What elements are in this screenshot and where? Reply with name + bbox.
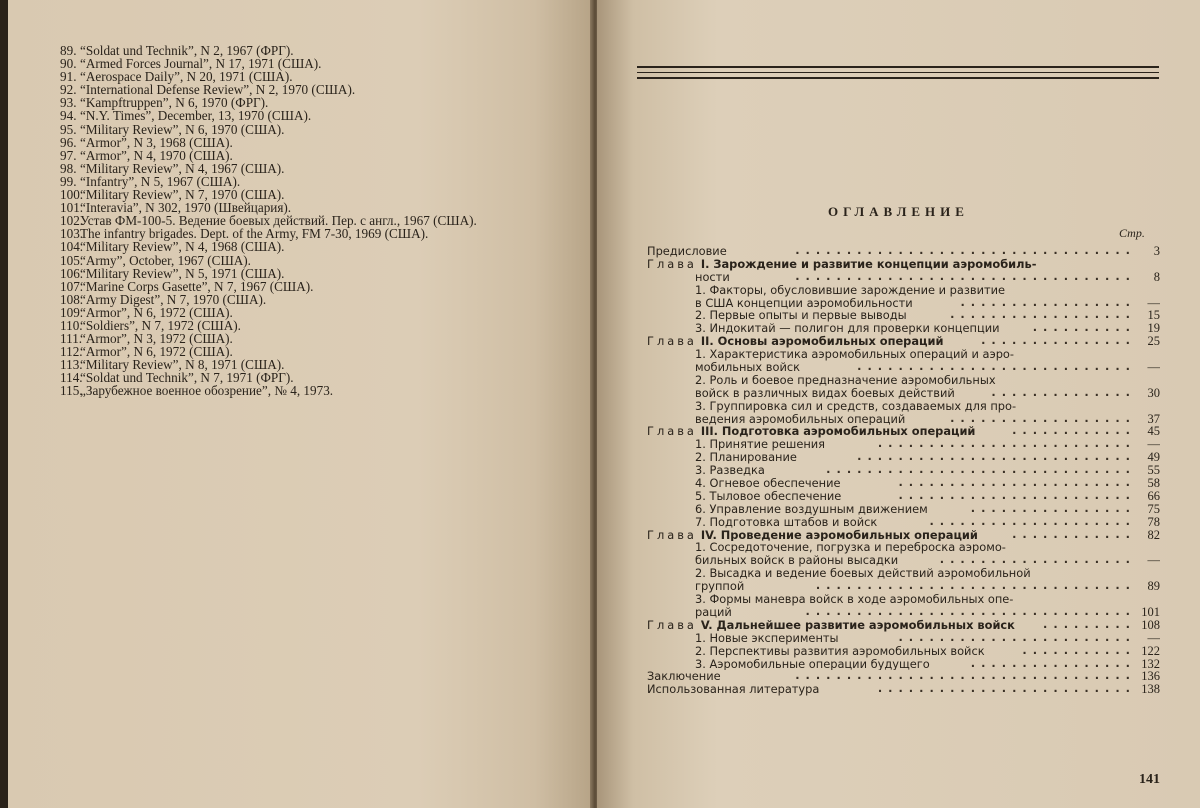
- leader-dots: ...................: [939, 554, 1136, 567]
- reference-text: “Soldiers”, N 7, 1972 (США).: [80, 317, 241, 333]
- toc-page-number: 15: [1147, 309, 1160, 323]
- reference-text: “Military Review”, N 5, 1971 (США).: [80, 265, 285, 281]
- leader-dots: .......................: [898, 631, 1136, 644]
- toc-page-number: 3: [1153, 245, 1160, 258]
- leader-dots: ..................: [950, 412, 1136, 425]
- toc-page-number: 108: [1141, 618, 1160, 632]
- toc-entry-title: 1. Факторы, обусловившие зарождение и развитие: [695, 283, 1006, 297]
- toc-chapter-row: [647, 425, 1160, 438]
- reference-text: “Soldat und Technik”, N 2, 1967 (ФРГ).: [80, 43, 294, 58]
- toc-entry-title: II. Основы аэромобильных операций: [696, 335, 944, 349]
- reference-text: “Military Review”, N 8, 1971 (США).: [80, 357, 285, 373]
- reference-text: “Armor”, N 6, 1972 (США).: [80, 344, 233, 360]
- leader-dots: ................: [970, 502, 1136, 515]
- reference-text: “Army”, October, 1967 (США).: [80, 252, 251, 268]
- toc-row: [647, 322, 1160, 335]
- toc-chapter-row: [647, 258, 1160, 271]
- leader-dots: .......................: [898, 477, 1136, 490]
- leader-dots: ...........................: [857, 451, 1136, 464]
- leader-dots: ..........: [1032, 322, 1136, 335]
- leader-dots: .................................: [795, 670, 1136, 683]
- reference-text: “Military Review”, N 4, 1968 (США).: [80, 239, 285, 255]
- reference-number: 94.: [60, 108, 77, 124]
- toc-row: [647, 541, 1160, 554]
- toc-row: [647, 658, 1160, 671]
- toc-entry-text: [695, 400, 1016, 413]
- reference-number: 93.: [60, 95, 77, 111]
- reference-number: 110.: [60, 317, 83, 333]
- reference-item: [60, 254, 580, 267]
- toc-page-number: 49: [1147, 451, 1160, 465]
- toc-entry-text: [647, 619, 1015, 632]
- toc-page-number: —: [1147, 631, 1160, 645]
- leader-dots: ...........................: [857, 361, 1136, 374]
- leader-dots: .........................: [877, 683, 1136, 696]
- toc-entry-title: мобильных войск: [695, 361, 801, 374]
- toc-entry-text: [695, 464, 765, 477]
- toc-entry-text: [647, 670, 721, 683]
- reference-number: 101.: [60, 200, 84, 216]
- toc-row: [647, 245, 1160, 258]
- leader-dots: .................................: [795, 245, 1136, 257]
- reference-item: [60, 293, 580, 306]
- reference-number: 89.: [60, 43, 77, 58]
- toc-entry-title: 3. Индокитай — полигон для проверки концепции: [695, 322, 1000, 336]
- toc-row: [647, 361, 1160, 374]
- toc-page-number: 25: [1147, 335, 1160, 349]
- toc-entry-title: 3. Группировка сил и средств, создаваемых для про-: [695, 399, 1017, 413]
- toc-page-number: 66: [1147, 489, 1160, 503]
- toc-entry-text: [695, 658, 930, 671]
- leader-dots: ..................: [950, 309, 1136, 322]
- reference-item: [60, 240, 580, 253]
- toc-row: [647, 297, 1160, 310]
- reference-text: “N.Y. Times”, December, 13, 1970 (США).: [80, 108, 312, 124]
- toc-entry-title: ности: [695, 270, 730, 284]
- reference-text: Устав ФМ-100-5. Ведение боевых действий. Пер. с англ., 1967 (США).: [80, 213, 477, 229]
- toc-entry-text: [695, 541, 1006, 554]
- toc-entry-text: [695, 503, 928, 516]
- toc-entry-title: 1. Принятие решения: [695, 438, 826, 452]
- toc-entry-text: [647, 425, 975, 438]
- toc-entry-text: [695, 309, 907, 322]
- reference-text: “Infantry”, N 5, 1967 (США).: [80, 173, 241, 189]
- reference-text: “Armor”, N 3, 1968 (США).: [80, 134, 233, 150]
- toc-row: [647, 670, 1160, 683]
- reference-number: 106.: [60, 265, 84, 281]
- toc-entry-title: войск в различных видах боевых действий: [695, 386, 955, 400]
- page-column-label: Стр.: [1119, 226, 1145, 240]
- toc-entry-text: [695, 580, 744, 593]
- reference-number: 114.: [60, 370, 83, 386]
- toc-row: [647, 632, 1160, 645]
- toc-entry-text: [647, 258, 1036, 271]
- toc-entry-text: [695, 554, 898, 567]
- toc-entry-text: [695, 348, 1014, 361]
- toc-entry-title: 6. Управление воздушным движением: [695, 502, 928, 516]
- toc-row: [647, 580, 1160, 593]
- toc-row: [647, 284, 1160, 297]
- toc-entry-title: 2. Перспективы развития аэромобильных войск: [695, 644, 985, 658]
- reference-text: “Interavia”, N 302, 1970 (Швейцария).: [80, 200, 292, 216]
- toc-row: [647, 271, 1160, 284]
- toc-entry-title: Предисловие: [647, 245, 727, 258]
- reference-number: 92.: [60, 82, 77, 98]
- toc-page-number: 75: [1147, 502, 1160, 516]
- toc-entry-title: V. Дальнейшее развитие аэромобильных войск: [696, 618, 1015, 632]
- leader-dots: ............: [1012, 425, 1136, 438]
- reference-number: 103.: [60, 226, 84, 242]
- toc-entry-title: 7. Подготовка штабов и войск: [695, 515, 878, 529]
- toc-entry-text: [695, 284, 1005, 297]
- toc-entry-text: [647, 335, 943, 348]
- reference-text: “Armed Forces Journal”, N 17, 1971 (США).: [80, 56, 322, 72]
- reference-text: “Military Review”, N 4, 1967 (США).: [80, 160, 285, 176]
- leader-dots: .........: [1043, 618, 1136, 631]
- reference-text: “Soldat und Technik”, N 7, 1971 (ФРГ).: [80, 370, 294, 386]
- toc-row: [647, 554, 1160, 567]
- reference-number: 96.: [60, 134, 77, 150]
- toc-row: [647, 309, 1160, 322]
- toc-entry-title: Заключение: [647, 670, 721, 684]
- reference-number: 111.: [60, 331, 83, 347]
- toc-entry-text: [695, 413, 905, 426]
- toc-page-number: 132: [1141, 657, 1160, 671]
- toc-entry-title: 1. Сосредоточение, погрузка и переброска аэромо-: [695, 541, 1006, 555]
- leader-dots: ...........: [1022, 644, 1136, 657]
- left-page: [8, 0, 593, 808]
- reference-number: 112.: [60, 344, 83, 360]
- toc-chapter-row: [647, 529, 1160, 542]
- toc-entry-text: [695, 645, 985, 658]
- toc-entry-title: 2. Высадка и ведение боевых действий аэромобильной: [695, 567, 1031, 581]
- toc-row: [647, 451, 1160, 464]
- reference-text: “Marine Corps Gasette”, N 7, 1967 (США).: [80, 278, 314, 294]
- toc-page-number: 30: [1147, 386, 1160, 400]
- toc-entry-title: 3. Аэромобильные операции будущего: [695, 657, 930, 671]
- reference-item: [60, 136, 580, 149]
- toc-entry-text: [695, 632, 839, 645]
- reference-number: 105.: [60, 252, 84, 268]
- reference-text: “Military Review”, N 6, 1970 (США).: [80, 121, 285, 137]
- toc-entry-text: [695, 361, 800, 374]
- toc-entry-title: 2. Планирование: [695, 451, 797, 465]
- toc-row: [647, 567, 1160, 580]
- toc-chapter-row: [647, 335, 1160, 348]
- toc-entry-text: [695, 593, 1013, 606]
- reference-number: 108.: [60, 291, 84, 307]
- toc-entry-title: III. Подготовка аэромобильных операций: [696, 425, 976, 439]
- reference-number: 95.: [60, 121, 77, 137]
- toc-page-number: 8: [1153, 270, 1160, 284]
- leader-dots: ................................: [805, 605, 1136, 618]
- reference-text: “Army Digest”, N 7, 1970 (США).: [80, 291, 267, 307]
- toc-row: [647, 374, 1160, 387]
- toc-entry-title: IV. Проведение аэромобильных операций: [696, 528, 978, 542]
- reference-number: 100.: [60, 187, 84, 203]
- toc-page-number: —: [1147, 361, 1160, 374]
- toc-entry-text: [695, 374, 996, 387]
- toc-page-number: 58: [1147, 477, 1160, 490]
- reference-text: The infantry brigades. Dept. of the Army, FM 7-30, 1969 (США).: [80, 226, 429, 242]
- reference-number: 107.: [60, 278, 84, 294]
- toc-entry-text: [647, 245, 727, 258]
- toc-entry-title: 3. Формы маневра войск в ходе аэромобильных опе-: [695, 593, 1014, 606]
- toc-entry-text: [695, 387, 955, 400]
- toc-row: [647, 438, 1160, 451]
- header-rules: [637, 66, 1159, 83]
- reference-text: “Kampftruppen”, N 6, 1970 (ФРГ).: [80, 95, 269, 111]
- leader-dots: ...............................: [815, 580, 1136, 593]
- reference-item: [60, 306, 580, 319]
- right-page: [597, 0, 1200, 808]
- toc-entry-title: 5. Тыловое обеспечение: [695, 489, 842, 503]
- toc-entry-title: 2. Первые опыты и первые выводы: [695, 309, 907, 323]
- toc-row: [647, 606, 1160, 619]
- page-number: 141: [1139, 772, 1160, 787]
- toc-title: ОГЛАВЛЕНИЕ: [828, 204, 969, 219]
- leader-dots: ............: [1012, 528, 1136, 541]
- toc-page-number: 82: [1147, 528, 1160, 542]
- leader-dots: .......................: [898, 489, 1136, 502]
- toc-entry-title: I. Зарождение и развитие концепции аэромобиль-: [696, 257, 1037, 271]
- toc-entry-title: раций: [695, 605, 732, 619]
- chapter-label: Глава: [647, 257, 697, 271]
- toc-page-number: 136: [1141, 670, 1160, 684]
- toc-page-number: —: [1147, 554, 1160, 568]
- toc-entry-title: 2. Роль и боевое предназначение аэромобильных: [695, 373, 996, 387]
- toc-entry-title: 1. Новые эксперименты: [695, 631, 839, 645]
- toc-row: [647, 593, 1160, 606]
- toc-page-number: 55: [1147, 464, 1160, 478]
- reference-number: 97.: [60, 147, 77, 163]
- toc-entry-title: 4. Огневое обеспечение: [695, 477, 841, 490]
- toc-chapter-row: [647, 619, 1160, 632]
- toc-entry-text: [647, 683, 819, 696]
- toc-entry-title: ведения аэромобильных операций: [695, 412, 906, 426]
- leader-dots: ................: [970, 657, 1136, 670]
- toc-entry-text: [695, 438, 825, 451]
- toc-entry-text: [647, 529, 978, 542]
- reference-item: [60, 267, 580, 280]
- chapter-label: Глава: [647, 335, 697, 349]
- reference-list: [60, 44, 580, 398]
- toc-entry-text: [695, 451, 797, 464]
- toc-entry-text: [695, 516, 877, 529]
- toc-row: [647, 348, 1160, 361]
- reference-number: 113.: [60, 357, 83, 373]
- chapter-label: Глава: [647, 528, 697, 542]
- leader-dots: ....................: [929, 515, 1136, 528]
- toc-row: [647, 490, 1160, 503]
- toc-page-number: 101: [1141, 605, 1160, 619]
- reference-text: „Зарубежное военное обозрение”, № 4, 1973.: [80, 383, 334, 399]
- toc-entry-title: бильных войск в районы высадки: [695, 554, 899, 568]
- reference-item: [60, 384, 580, 397]
- toc-entry-title: в США концепции аэромобильности: [695, 296, 913, 310]
- chapter-label: Глава: [647, 425, 697, 439]
- toc-entry-text: [695, 297, 913, 310]
- reference-number: 99.: [60, 173, 77, 189]
- leader-dots: .........................: [877, 438, 1136, 451]
- table-of-contents: [647, 245, 1160, 696]
- reference-item: [60, 123, 580, 136]
- toc-row: [647, 516, 1160, 529]
- reference-text: “Armor”, N 6, 1972 (США).: [80, 304, 233, 320]
- reference-number: 91.: [60, 69, 77, 85]
- reference-number: 115.: [60, 383, 83, 399]
- toc-row: [647, 683, 1160, 696]
- toc-row: [647, 413, 1160, 426]
- toc-entry-title: 1. Характеристика аэромобильных операций и аэро-: [695, 348, 1015, 362]
- toc-page-number: 45: [1147, 425, 1160, 439]
- reference-text: “Armor”, N 3, 1972 (США).: [80, 331, 233, 347]
- toc-entry-text: [695, 271, 730, 284]
- chapter-label: Глава: [647, 618, 697, 632]
- reference-text: “Armor”, N 4, 1970 (США).: [80, 147, 233, 163]
- toc-entry-title: группой: [695, 580, 745, 594]
- toc-entry-title: 3. Разведка: [695, 464, 765, 478]
- toc-entry-text: [695, 606, 732, 619]
- toc-page-number: —: [1147, 438, 1160, 452]
- toc-page-number: 138: [1141, 683, 1160, 697]
- reference-text: “International Defense Review”, N 2, 1970 (США).: [80, 82, 356, 98]
- leader-dots: ...............: [981, 335, 1136, 348]
- toc-row: [647, 387, 1160, 400]
- toc-page-number: 19: [1147, 322, 1160, 336]
- toc-entry-text: [695, 477, 841, 490]
- toc-page-number: —: [1147, 296, 1160, 310]
- toc-row: [647, 645, 1160, 658]
- reference-text: “Military Review”, N 7, 1970 (США).: [80, 187, 285, 203]
- toc-entry-text: [695, 490, 841, 503]
- reference-item: [60, 149, 580, 162]
- leader-dots: ..............................: [826, 464, 1136, 477]
- toc-row: [647, 400, 1160, 413]
- toc-page-number: 37: [1147, 412, 1160, 426]
- leader-dots: ..............: [991, 386, 1136, 399]
- toc-entry-text: [695, 567, 1031, 580]
- reference-number: 109.: [60, 304, 84, 320]
- toc-page-number: 78: [1147, 515, 1160, 529]
- reference-item: [60, 280, 580, 293]
- leader-dots: .................................: [795, 270, 1136, 283]
- toc-page-number: 122: [1141, 644, 1160, 658]
- reference-number: 102.: [60, 213, 84, 229]
- leader-dots: .................: [960, 296, 1136, 309]
- toc-row: [647, 503, 1160, 516]
- toc-page-number: 89: [1147, 580, 1160, 594]
- reference-text: “Aerospace Daily”, N 20, 1971 (США).: [80, 69, 293, 85]
- toc-entry-title: Использованная литература: [647, 683, 820, 697]
- reference-number: 104.: [60, 239, 84, 255]
- reference-number: 90.: [60, 56, 77, 72]
- toc-entry-text: [695, 322, 1000, 335]
- reference-item: [60, 109, 580, 122]
- toc-row: [647, 477, 1160, 490]
- reference-number: 98.: [60, 160, 77, 176]
- toc-row: [647, 464, 1160, 477]
- reference-item: [60, 162, 580, 175]
